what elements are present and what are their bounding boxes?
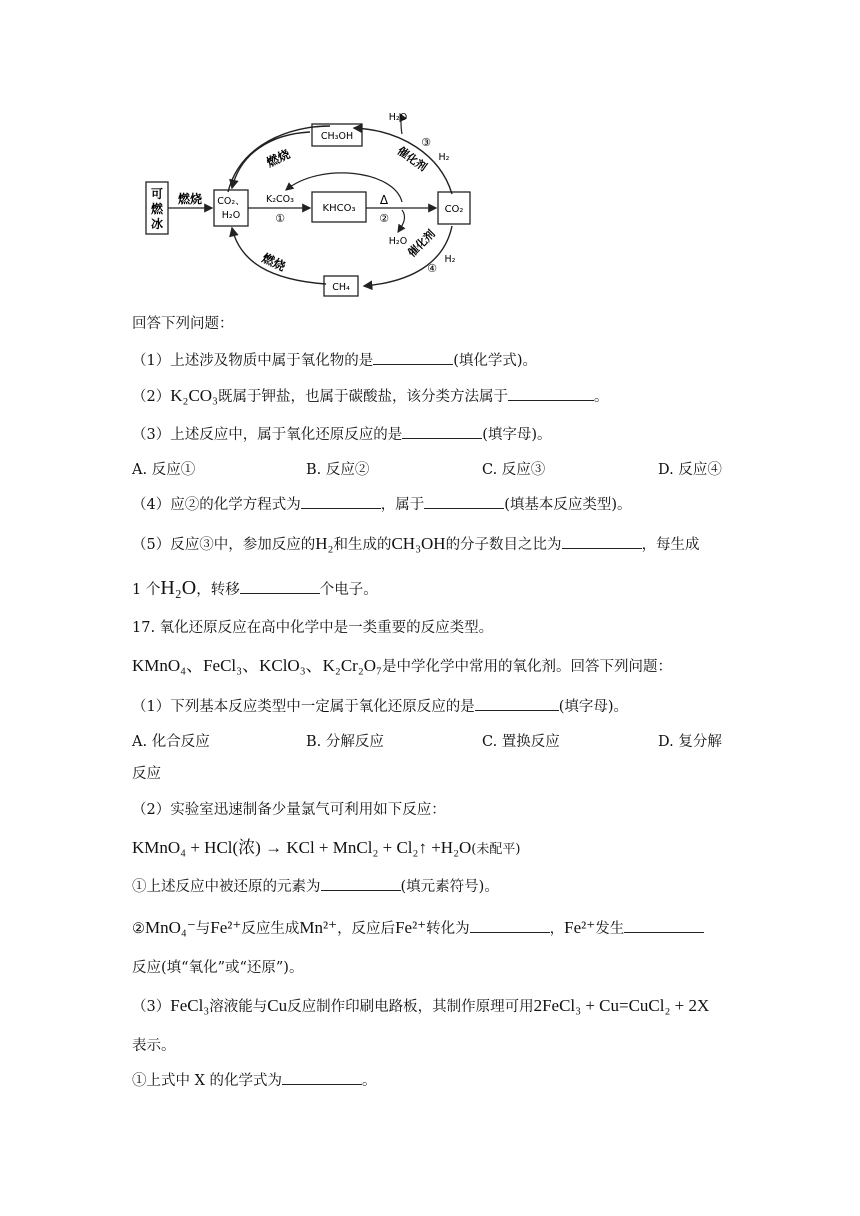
p17-q2-1-line — [132, 876, 499, 897]
p17-q3-wrap: 表示。 — [132, 1038, 176, 1054]
q5-text-a: （5）反应③中，参加反应的 — [132, 537, 316, 553]
fuel-label-3: 冰 — [150, 217, 164, 231]
q5-blank-1[interactable] — [562, 534, 642, 549]
p17-q2-2-line — [132, 918, 704, 939]
p17-q1-option-a[interactable]: A. 化合反应 — [132, 734, 210, 750]
q1-suffix: (填化学式)。 — [453, 353, 538, 369]
p17-equation-note: (未配平) — [471, 842, 521, 857]
q5-ch3oh: CH₃OH — [391, 534, 446, 553]
p17-q2-2-wrap: 反应(填“氧化”或“还原”)。 — [132, 960, 304, 976]
q3-suffix: (填字母)。 — [482, 427, 552, 443]
p17-oxidants: KMnO₄、FeCl₃、KClO₃、K₂Cr₂O₇ — [132, 656, 382, 675]
q1-text: （1）上述涉及物质中属于氧化物的是 — [132, 353, 374, 369]
catalyst-top-label: 催化剂 — [394, 144, 430, 174]
p17-q2-2-with: 与 — [195, 921, 211, 937]
p17-q3-num: （3） — [132, 999, 171, 1015]
ch4-label: CH₄ — [332, 282, 350, 293]
p17-q2-2-num: ② — [132, 921, 145, 937]
q2-text: 既属于钾盐，也属于碳酸盐，该分类方法属于 — [217, 389, 508, 405]
p17-q3-1-text: ①上式中 X 的化学式为 — [132, 1073, 283, 1089]
q3-option-c[interactable]: C. 反应③ — [482, 462, 546, 478]
burn-top-label: 燃烧 — [264, 146, 293, 170]
p17-equation: KMnO₄ + HCl(浓) → KCl + MnCl₂ + Cl₂↑ +H₂O — [132, 838, 472, 857]
q4-suffix: (填基本反应类型)。 — [504, 497, 632, 513]
h2o-mid-label: H₂O — [388, 236, 408, 247]
p17-q3-1-blank[interactable] — [282, 1070, 362, 1085]
co2-label: CO₂ — [444, 204, 464, 215]
p17-fecl3: FeCl₃ — [170, 996, 210, 1015]
q3-option-b[interactable]: B. 反应② — [306, 462, 370, 478]
p17-q1-line — [132, 696, 628, 717]
q2-end: 。 — [593, 389, 609, 405]
q5-blank-2[interactable] — [240, 579, 320, 594]
q2-blank[interactable] — [508, 386, 594, 401]
p17-q2-2-blank-2[interactable] — [624, 918, 704, 933]
h2-bottom-label: H₂ — [444, 254, 456, 265]
catalyst-bottom-label: 催化剂 — [405, 227, 438, 260]
burn-left-label: 燃烧 — [177, 192, 203, 206]
p17-q2-1-blank[interactable] — [321, 876, 401, 891]
cycle-arc-bottom-right — [364, 226, 452, 286]
p17-equation-line — [132, 838, 520, 860]
p17-q2-line: （2）实验室迅速制备少量氯气可利用如下反应： — [132, 802, 446, 818]
cycle-arc-top-right — [354, 128, 452, 194]
p17-q2-2-to: 转化为 — [426, 921, 470, 937]
p17-fe2-c: Fe²⁺ — [564, 918, 596, 937]
p17-q2-2-after: ，反应后 — [337, 921, 396, 937]
p17-q3-equation: 2FeCl₃ + Cu=CuCl₂ + 2X — [533, 996, 710, 1015]
q4-mid: ，属于 — [380, 497, 425, 513]
q5-text-g: 个电子。 — [319, 582, 378, 598]
h2o-release-mid — [398, 210, 405, 232]
p17-q1-wrap: 反应 — [132, 766, 161, 782]
q3-option-a[interactable]: A. 反应① — [132, 462, 196, 478]
q5-line — [132, 534, 700, 555]
p17-mn2: Mn²⁺ — [299, 918, 338, 937]
p17-q2-2-occur: 发生 — [595, 921, 625, 937]
p17-q1-option-d[interactable]: D. 复分解 — [658, 734, 722, 750]
step4-label: ④ — [427, 262, 437, 275]
q5-h2: H₂ — [315, 534, 334, 553]
q5-text-e: 1 个 — [132, 582, 161, 598]
step3-label: ③ — [421, 136, 431, 149]
burn-bottom-label: 燃烧 — [259, 250, 288, 274]
k2co3-label: K₂CO₃ — [266, 194, 294, 205]
p17-q2-2-blank-1[interactable] — [470, 918, 550, 933]
q2-prefix: （2） — [132, 389, 171, 405]
step2-label: ② — [379, 212, 389, 225]
q2-line — [132, 386, 608, 407]
p17-q3-text-a: 溶液能与 — [209, 999, 268, 1015]
q2-formula: K₂CO₃ — [170, 386, 218, 405]
cycle-arc-bottom-left — [232, 228, 326, 284]
p17-q1-blank[interactable] — [475, 696, 559, 711]
p17-intro — [132, 656, 672, 677]
q3-blank[interactable] — [402, 424, 482, 439]
p17-q3-1-line — [132, 1070, 377, 1091]
h2o-top-label: H₂O — [388, 112, 408, 123]
q5-h2o: H₂O — [160, 577, 197, 599]
p17-q3-1-end: 。 — [362, 1073, 377, 1089]
p17-q2-1-suffix: (填元素符号)。 — [400, 879, 499, 895]
q4-blank-2[interactable] — [424, 494, 504, 509]
q3-line — [132, 424, 552, 445]
p17-title: 17. 氧化还原反应在高中化学中是一类重要的反应类型。 — [132, 620, 494, 636]
q3-text: （3）上述反应中，属于氧化还原反应的是 — [132, 427, 403, 443]
p17-fe2-a: Fe²⁺ — [210, 918, 242, 937]
p17-fe2-b: Fe²⁺ — [395, 918, 427, 937]
co2-h2o-label-2: H₂O — [221, 210, 241, 221]
q3-option-d[interactable]: D. 反应④ — [658, 462, 722, 478]
p17-q1-option-b[interactable]: B. 分解反应 — [306, 734, 384, 750]
p17-q3-text-b: 反应制作印刷电路板，其制作原理可用 — [287, 999, 534, 1015]
fuel-label-2: 燃 — [150, 202, 164, 216]
delta-label: Δ — [379, 193, 389, 207]
p17-q2-1-text: ①上述反应中被还原的元素为 — [132, 879, 321, 895]
q5-text-b: 和生成的 — [333, 537, 392, 553]
khco3-label: KHCO₃ — [322, 203, 356, 214]
q4-text: （4）应②的化学方程式为 — [132, 497, 301, 513]
h2-top-label: H₂ — [438, 152, 450, 163]
q5-text-f: ，转移 — [196, 582, 240, 598]
q1-line — [132, 350, 537, 371]
step1-label: ① — [275, 212, 285, 225]
q4-line — [132, 494, 632, 515]
p17-q1-text: （1）下列基本反应类型中一定属于氧化还原反应的是 — [132, 699, 475, 715]
p17-q1-option-c[interactable]: C. 置换反应 — [482, 734, 560, 750]
ch3oh-label: CH₃OH — [320, 131, 354, 142]
answer-prompt: 回答下列问题： — [132, 316, 234, 332]
p17-mno4: MnO₄⁻ — [145, 918, 196, 937]
p17-q1-suffix: (填字母)。 — [558, 699, 629, 715]
p17-q3-line — [132, 996, 709, 1017]
p17-intro-text: 是中学化学中常用的氧化剂。回答下列问题： — [381, 659, 672, 675]
q5-line-2 — [132, 578, 378, 600]
p17-cu: Cu — [267, 996, 288, 1015]
q5-text-d: ，每生成 — [641, 537, 700, 553]
co2-h2o-label-1: CO₂、 — [217, 196, 245, 207]
q5-text-c: 的分子数目之比为 — [445, 537, 562, 553]
reaction-cycle-diagram — [140, 104, 480, 304]
p17-q2-2-gen: 反应生成 — [241, 921, 300, 937]
q1-blank[interactable] — [373, 350, 453, 365]
q4-blank-1[interactable] — [301, 494, 381, 509]
fuel-label-1: 可 — [150, 187, 164, 201]
p17-q2-2-comma: ， — [549, 921, 565, 937]
